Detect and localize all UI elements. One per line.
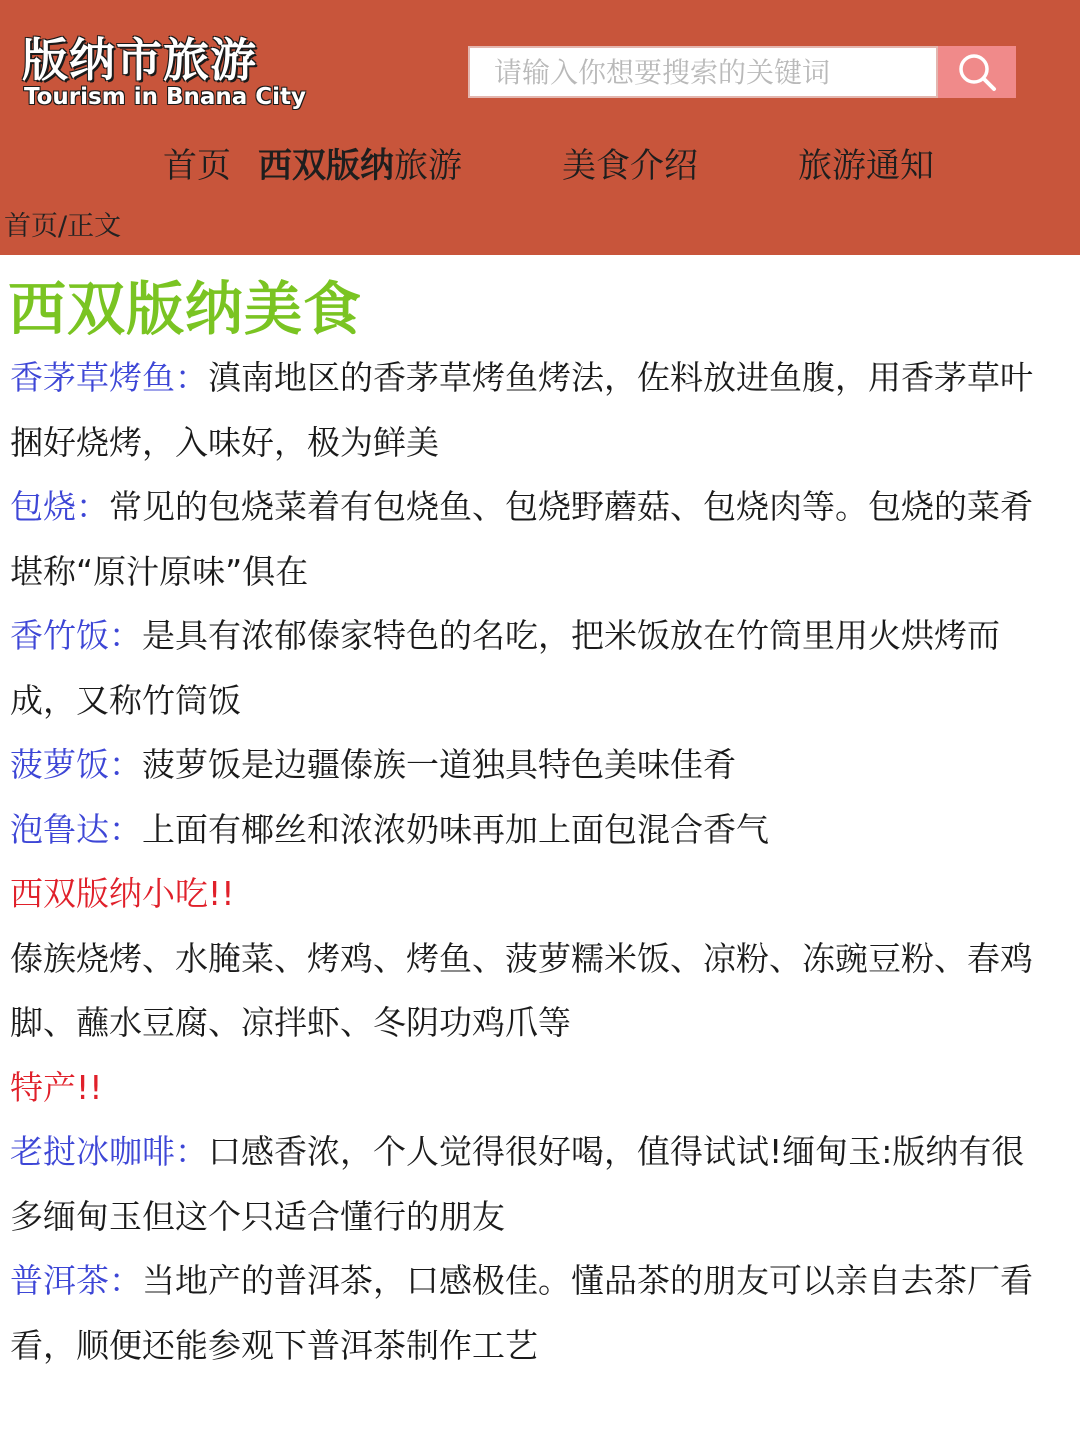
food-term: 香竹饭： (10, 616, 142, 655)
nav-xsbn-bold: 西双版纳 (258, 146, 394, 186)
specialty-term: 普洱茶： (10, 1261, 142, 1300)
article-content (10, 346, 1050, 1378)
food-desc: 常见的包烧菜着有包烧鱼、包烧野蘑菇、包烧肉等。包烧的菜肴堪称“原汁原味”俱在 (10, 487, 1033, 591)
breadcrumb: 首页/正文 (4, 211, 122, 242)
food-item (10, 346, 1050, 475)
specialty-desc: 口感香浓，个人觉得很好喝，值得试试!缅甸玉:版纳有很多缅甸玉但这个只适合懂行的朋友 (10, 1132, 1025, 1236)
food-term: 香茅草烤鱼： (10, 358, 208, 397)
food-desc: 上面有椰丝和浓浓奶味再加上面包混合香气 (142, 809, 769, 849)
nav-notice-link[interactable]: 旅游通知 (798, 146, 934, 186)
food-item (10, 604, 1050, 733)
food-desc: 菠萝饭是边疆傣族一道独具特色美味佳肴 (142, 745, 736, 784)
site-header (0, 0, 1080, 255)
site-title: 版纳市旅游 (22, 33, 257, 87)
food-term: 包烧： (10, 487, 109, 526)
page-title: 西双版纳美食 (8, 275, 363, 343)
food-term: 泡鲁达： (10, 809, 142, 849)
search-button[interactable] (938, 46, 1016, 98)
nav-food-link[interactable]: 美食介绍 (562, 146, 698, 186)
food-term: 菠萝饭： (10, 745, 142, 784)
nav-xsbn-travel-link[interactable] (258, 138, 462, 184)
specialty-item (10, 1249, 1050, 1378)
food-desc: 是具有浓郁傣家特色的名吃，把米饭放在竹筒里用火烘烤而成，又称竹筒饭 (10, 616, 1000, 720)
specialty-desc: 当地产的普洱茶，口感极佳。懂品茶的朋友可以亲自去茶厂看看，顺便还能参观下普洱茶制作工艺 (10, 1261, 1033, 1365)
snacks-list: 傣族烧烤、水腌菜、烤鸡、烤鱼、菠萝糯米饭、凉粉、冻豌豆粉、春鸡脚、蘸水豆腐、凉拌虾、冬阴功鸡爪等 (10, 938, 1033, 1042)
snacks-heading: 西双版纳小吃!! (10, 874, 235, 913)
specialty-heading: 特产!! (10, 1067, 103, 1107)
nav-xsbn-rest: 旅游 (394, 146, 462, 186)
site-subtitle: Tourism in Bnana City (24, 84, 307, 110)
nav-home-link[interactable]: 首页 (163, 146, 231, 186)
food-item (10, 475, 1050, 604)
specialty-term: 老挝冰咖啡： (10, 1132, 208, 1171)
specialty-item (10, 1120, 1050, 1249)
search-icon (955, 50, 999, 94)
food-desc: 滇南地区的香茅草烤鱼烤法，佐料放进鱼腹，用香茅草叶捆好烧烤，入味好，极为鲜美 (10, 358, 1033, 462)
food-item (10, 733, 1050, 798)
food-item (10, 798, 1050, 863)
search-input[interactable] (468, 46, 938, 98)
